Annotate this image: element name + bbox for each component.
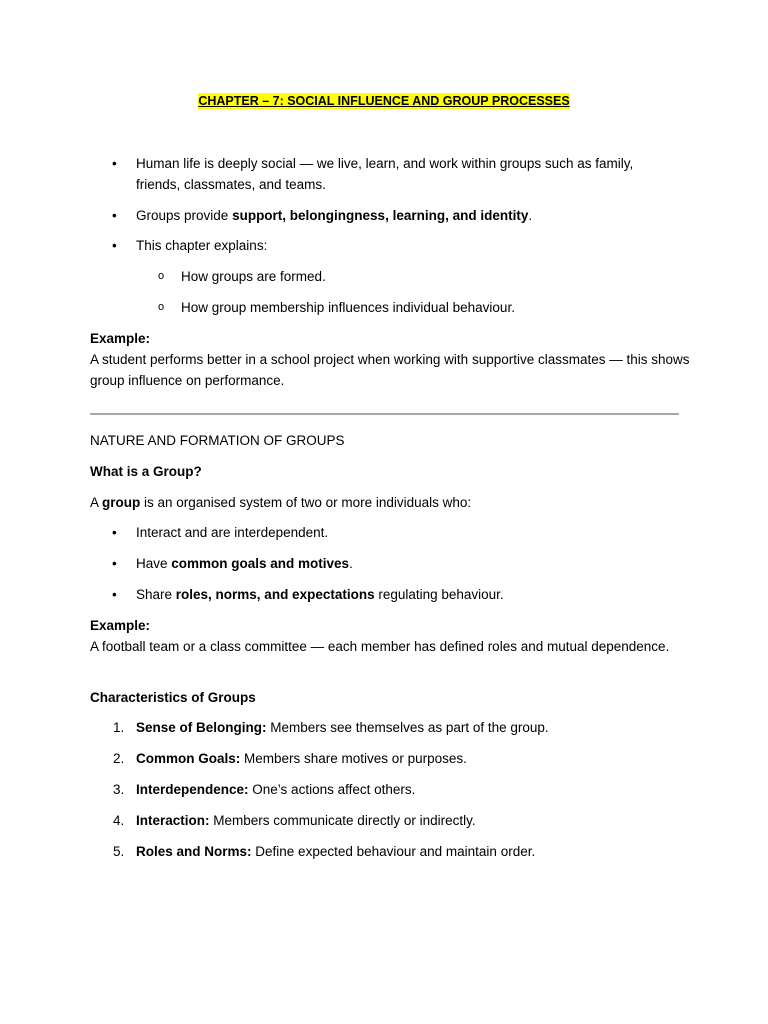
sub-bullet <box>90 297 680 318</box>
group-definition <box>90 492 690 513</box>
subheading-what-is-group <box>90 461 690 482</box>
item-number: 2. <box>113 751 125 766</box>
chapter-title-text: CHAPTER – 7: SOCIAL INFLUENCE AND GROUP PROCESSES <box>198 94 570 108</box>
bullet-icon: • <box>112 525 117 540</box>
bullet-text: Interact and are interdependent. <box>136 525 329 540</box>
numbered-item <box>90 748 680 769</box>
section-divider <box>90 413 679 415</box>
bullet-icon: • <box>112 556 117 571</box>
numbered-item <box>90 841 680 862</box>
example-block <box>90 615 690 657</box>
bullet-icon: • <box>112 156 117 171</box>
numbered-item <box>90 810 680 831</box>
sub-bullet-text: How group membership influences individual behaviour. <box>181 300 515 315</box>
group-bullet <box>90 522 680 543</box>
hollow-circle-bullet-icon: o <box>158 270 165 282</box>
item-term: Interdependence: <box>136 782 249 797</box>
example-block <box>90 328 690 391</box>
item-term: Interaction: <box>136 813 210 828</box>
bullet-text: This chapter explains: <box>136 238 268 253</box>
bullet-text: Have <box>136 556 172 571</box>
bullet-text-end: regulating behaviour. <box>374 587 504 602</box>
item-desc: Define expected behaviour and maintain order. <box>251 844 536 859</box>
bullet-text: Share <box>136 587 176 602</box>
item-number: 1. <box>113 720 125 735</box>
example-text: A football team or a class committee — each member has defined roles and mutual dependence. <box>90 639 670 654</box>
bullet-text-end: . <box>528 208 533 223</box>
definition-term: group <box>102 495 141 510</box>
definition-text-end: is an organised system of two or more individuals who: <box>140 495 472 510</box>
numbered-item <box>90 779 680 800</box>
item-term: Common Goals: <box>136 751 241 766</box>
example-label: Example: <box>90 618 151 633</box>
item-desc: Members share motives or purposes. <box>240 751 467 766</box>
bullet-icon: • <box>112 587 117 602</box>
subheading-text: What is a Group? <box>90 464 202 479</box>
subheading-characteristics <box>90 687 690 708</box>
intro-bullet <box>90 205 680 226</box>
numbered-item <box>90 717 680 738</box>
intro-bullet <box>90 235 680 256</box>
item-number: 4. <box>113 813 125 828</box>
subheading-text: Characteristics of Groups <box>90 690 256 705</box>
item-term: Sense of Belonging: <box>136 720 267 735</box>
sub-bullet-text: How groups are formed. <box>181 269 326 284</box>
bullet-text: Groups provide <box>136 208 233 223</box>
item-desc: Members see themselves as part of the group. <box>266 720 549 735</box>
sub-bullet <box>90 266 680 287</box>
item-number: 5. <box>113 844 125 859</box>
item-term: Roles and Norms: <box>136 844 252 859</box>
section-heading: NATURE AND FORMATION OF GROUPS <box>90 433 345 448</box>
bullet-text-end: . <box>349 556 353 571</box>
hollow-circle-bullet-icon: o <box>158 301 165 313</box>
bullet-bold-text: roles, norms, and expectations <box>175 587 375 602</box>
intro-bullet <box>90 153 680 195</box>
bullet-text: Human life is deeply social — we live, learn, and work within groups such as family, friends, classmates, and teams. <box>136 156 634 192</box>
chapter-title <box>0 94 768 108</box>
group-bullet <box>90 553 680 574</box>
bullet-icon: • <box>112 208 117 223</box>
group-bullet <box>90 584 680 605</box>
bullet-bold-text: support, belongingness, learning, and identity <box>232 208 529 223</box>
definition-text: A <box>90 495 103 510</box>
item-number: 3. <box>113 782 125 797</box>
item-desc: Members communicate directly or indirectly. <box>209 813 476 828</box>
bullet-icon: • <box>112 238 117 253</box>
example-label: Example: <box>90 331 151 346</box>
bullet-bold-text: common goals and motives <box>171 556 350 571</box>
item-desc: One’s actions affect others. <box>248 782 416 797</box>
example-text: A student performs better in a school project when working with supportive classmates — this shows group influence on performance. <box>90 352 690 388</box>
